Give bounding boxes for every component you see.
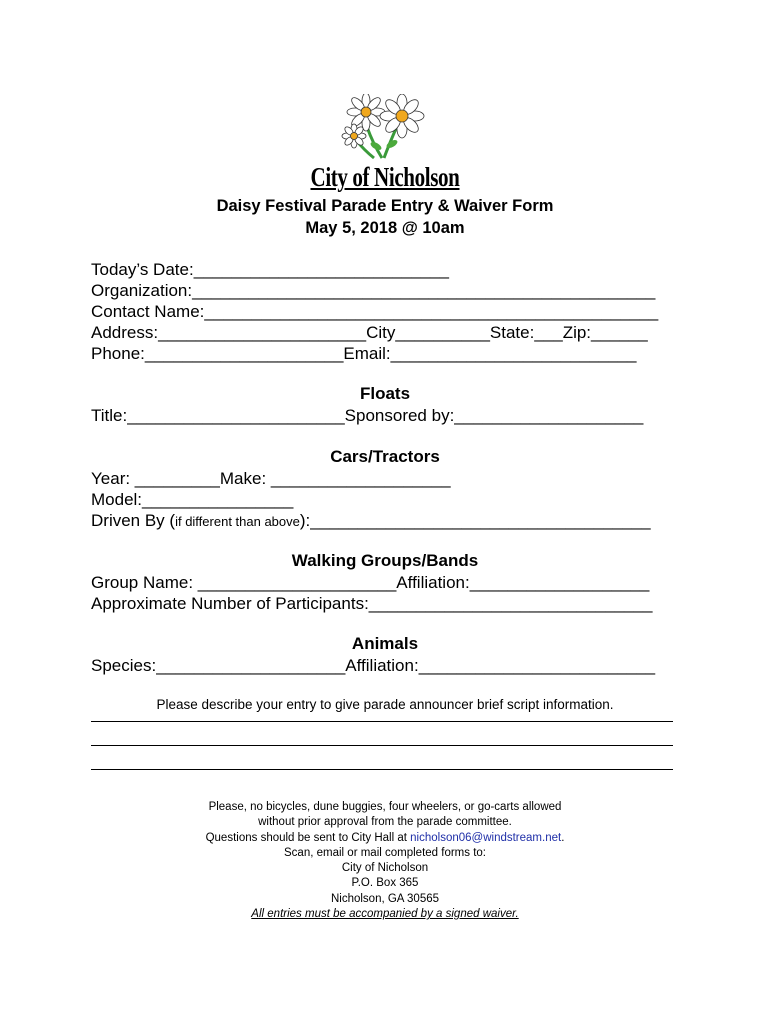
phone-email-field[interactable]: Phone:_____________________Email:__________________________ <box>91 344 637 363</box>
footer-line-2: without prior approval from the parade committee. <box>258 816 512 829</box>
event-date: May 5, 2018 @ 10am <box>305 219 465 237</box>
description-line-3[interactable] <box>91 769 673 770</box>
footer-line-3-suffix: . <box>561 831 565 844</box>
driven-by-field[interactable] <box>91 510 651 532</box>
model-field[interactable]: Model:________________ <box>91 490 294 509</box>
section-cars-heading: Cars/Tractors <box>330 447 440 466</box>
footer-line-1: Please, no bicycles, dune buggies, four wheelers, or go-carts allowed <box>208 801 562 813</box>
footer-line-4: Scan, email or mail completed forms to: <box>284 846 486 859</box>
email-link[interactable]: nicholson06@windstream.net <box>410 831 562 844</box>
page-title: City of Nicholson <box>310 162 460 192</box>
waiver-notice: All entries must be accompanied by a signed waiver. <box>251 908 519 921</box>
species-field[interactable]: Species:____________________Affiliation:_________________________ <box>91 656 656 675</box>
footer-line-3 <box>0 831 770 846</box>
contact-name-field[interactable]: Contact Name:________________________________________________ <box>91 302 659 321</box>
float-title-field[interactable]: Title:_______________________Sponsored by:____________________ <box>91 406 644 425</box>
section-floats-heading: Floats <box>359 384 411 403</box>
organization-field[interactable]: Organization:_________________________________________________ <box>91 281 656 300</box>
description-prompt: Please describe your entry to give parade announcer brief script information. <box>156 697 614 712</box>
form-subtitle: Daisy Festival Parade Entry & Waiver Form <box>216 197 554 215</box>
section-walking-heading: Walking Groups/Bands <box>291 551 479 570</box>
description-line-1[interactable] <box>91 721 673 722</box>
mailing-address-2: P.O. Box 365 <box>351 877 419 890</box>
address-field[interactable]: Address:______________________City__________State:___Zip:______ <box>91 323 648 342</box>
mailing-address-1: City of Nicholson <box>341 862 429 875</box>
section-animals-heading: Animals <box>351 634 419 653</box>
group-name-field[interactable]: Group Name: _____________________Affiliation:___________________ <box>91 573 650 592</box>
participants-field[interactable]: Approximate Number of Participants:______________________________ <box>91 594 653 613</box>
driven-by-note: if different than above <box>175 514 300 529</box>
daisy-flowers-icon <box>338 94 434 162</box>
year-make-field[interactable]: Year: _________Make: ___________________ <box>91 469 451 488</box>
todays-date-field[interactable]: Today’s Date:___________________________ <box>91 260 449 279</box>
driven-by-blank: ):____________________________________ <box>299 511 651 530</box>
mailing-address-3: Nicholson, GA 30565 <box>330 892 440 905</box>
driven-by-label: Driven By ( <box>91 511 176 530</box>
description-line-2[interactable] <box>91 745 673 746</box>
footer-line-3-prefix: Questions should be sent to City Hall at <box>205 831 411 844</box>
footer-notice <box>0 800 770 922</box>
